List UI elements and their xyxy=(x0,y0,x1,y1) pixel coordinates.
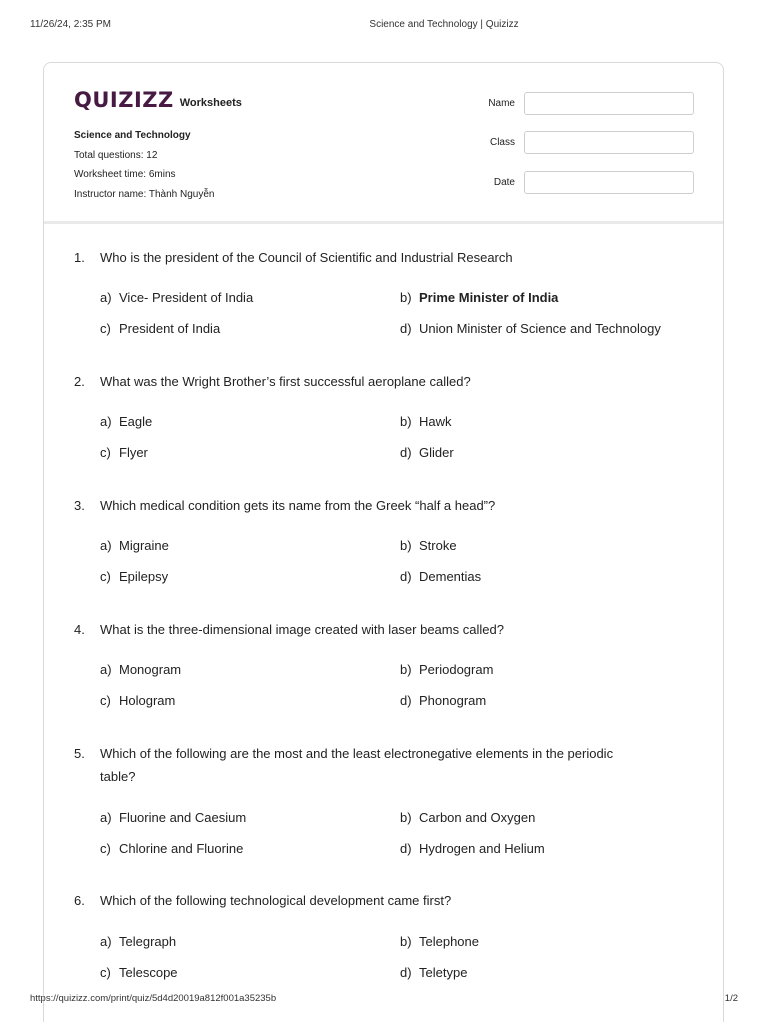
option-letter: b) xyxy=(400,290,412,305)
option-letter: a) xyxy=(100,810,112,825)
logo-section-label: Worksheets xyxy=(179,97,242,109)
worksheet-title: Science and Technology xyxy=(74,130,191,141)
option-letter: d) xyxy=(400,445,412,460)
option-letter: d) xyxy=(400,841,412,856)
option-a xyxy=(100,289,253,307)
worksheet-header xyxy=(44,63,723,224)
option-text: Vice- President of India xyxy=(119,290,254,305)
option-text: Teletype xyxy=(419,965,468,980)
option-letter: d) xyxy=(400,965,412,980)
question-number: 4. xyxy=(74,622,85,637)
worksheet-meta xyxy=(74,126,214,204)
option-letter: b) xyxy=(400,934,412,949)
option-text: Prime Minister of India xyxy=(419,290,559,305)
instructor-name: Instructor name: Thành Nguyễn xyxy=(74,188,215,200)
option-letter: d) xyxy=(400,321,412,336)
option-c xyxy=(100,964,178,982)
print-page-title: Science and Technology | Quizizz xyxy=(369,19,519,30)
option-text: Monogram xyxy=(119,662,182,677)
option-text: Union Minister of Science and Technology xyxy=(419,321,661,336)
question-number: 5. xyxy=(74,746,85,761)
name-label: Name xyxy=(488,98,515,109)
option-d xyxy=(400,692,486,710)
option-letter: a) xyxy=(100,290,112,305)
question-text: What was the Wright Brother’s first successful aeroplane called? xyxy=(100,374,471,389)
option-text: Dementias xyxy=(419,569,482,584)
option-c xyxy=(100,692,175,710)
option-text: Telescope xyxy=(119,965,178,980)
option-d xyxy=(400,840,545,858)
page-number: 1/2 xyxy=(724,993,738,1004)
option-c xyxy=(100,568,168,586)
option-text: Flyer xyxy=(119,445,148,460)
name-field-row xyxy=(484,92,695,116)
option-letter: c) xyxy=(100,693,111,708)
option-a xyxy=(100,537,169,555)
date-label: Date xyxy=(493,177,515,188)
option-d xyxy=(400,964,467,982)
option-letter: c) xyxy=(100,569,111,584)
date-field-row xyxy=(484,171,695,195)
option-text: Chlorine and Fluorine xyxy=(119,841,244,856)
option-text: Hawk xyxy=(419,414,452,429)
total-questions: Total questions: 12 xyxy=(74,149,158,161)
option-letter: c) xyxy=(100,321,111,336)
question-text: Which of the following are the most and the least electronegative elements in the periodic table? xyxy=(100,746,614,784)
option-letter: a) xyxy=(100,538,112,553)
option-c xyxy=(100,320,220,338)
option-text: Hydrogen and Helium xyxy=(419,841,545,856)
print-header xyxy=(0,19,768,33)
option-letter: c) xyxy=(100,965,111,980)
option-a xyxy=(100,413,152,431)
option-text: Stroke xyxy=(419,538,457,553)
option-d xyxy=(400,444,454,462)
option-letter: d) xyxy=(400,693,412,708)
question-number: 3. xyxy=(74,498,85,513)
option-b xyxy=(400,537,457,555)
option-text: Epilepsy xyxy=(119,569,169,584)
option-b xyxy=(400,413,452,431)
option-b xyxy=(400,661,493,679)
option-text: Carbon and Oxygen xyxy=(419,810,536,825)
option-d xyxy=(400,568,481,586)
date-field[interactable] xyxy=(524,171,694,194)
worksheet-card xyxy=(43,62,724,1022)
worksheet-time: Worksheet time: 6mins xyxy=(74,169,176,180)
option-letter: a) xyxy=(100,414,112,429)
option-text: Glider xyxy=(419,445,454,460)
option-letter: b) xyxy=(400,662,412,677)
option-a xyxy=(100,661,181,679)
class-field-row xyxy=(484,131,695,155)
option-text: Hologram xyxy=(119,693,176,708)
option-letter: a) xyxy=(100,934,112,949)
class-label: Class xyxy=(489,137,515,148)
option-text: Phonogram xyxy=(419,693,487,708)
question-number: 1. xyxy=(74,250,85,265)
quizizz-logo xyxy=(74,84,242,112)
question-number: 6. xyxy=(74,893,85,908)
logo-wordmark: QUIZIZZ xyxy=(74,88,174,112)
option-c xyxy=(100,444,148,462)
print-url: https://quizizz.com/print/quiz/5d4d20019a812f001a35235b xyxy=(30,993,277,1004)
option-letter: b) xyxy=(400,538,412,553)
option-text: Migraine xyxy=(119,538,169,553)
option-a xyxy=(100,933,176,951)
option-letter: b) xyxy=(400,414,412,429)
option-text: Eagle xyxy=(119,414,153,429)
question-number: 2. xyxy=(74,374,85,389)
option-letter: a) xyxy=(100,662,112,677)
option-d xyxy=(400,320,661,338)
question-text: What is the three-dimensional image created with laser beams called? xyxy=(100,622,504,637)
option-a xyxy=(100,809,246,827)
question-text: Who is the president of the Council of Scientific and Industrial Research xyxy=(100,250,513,265)
name-field[interactable] xyxy=(524,92,694,115)
option-b xyxy=(400,933,479,951)
option-text: Telegraph xyxy=(119,934,177,949)
question-text: Which of the following technological development came first? xyxy=(100,893,452,908)
class-field[interactable] xyxy=(524,131,694,154)
option-text: Periodogram xyxy=(419,662,494,677)
print-datetime: 11/26/24, 2:35 PM xyxy=(30,19,111,30)
option-text: President of India xyxy=(119,321,221,336)
question-text: Which medical condition gets its name from the Greek “half a head”? xyxy=(100,498,496,513)
option-b xyxy=(400,809,535,827)
option-text: Telephone xyxy=(419,934,479,949)
option-c xyxy=(100,840,243,858)
option-b-correct xyxy=(400,289,558,307)
option-letter: c) xyxy=(100,445,111,460)
option-text: Fluorine and Caesium xyxy=(119,810,247,825)
option-letter: b) xyxy=(400,810,412,825)
option-letter: c) xyxy=(100,841,111,856)
option-letter: d) xyxy=(400,569,412,584)
